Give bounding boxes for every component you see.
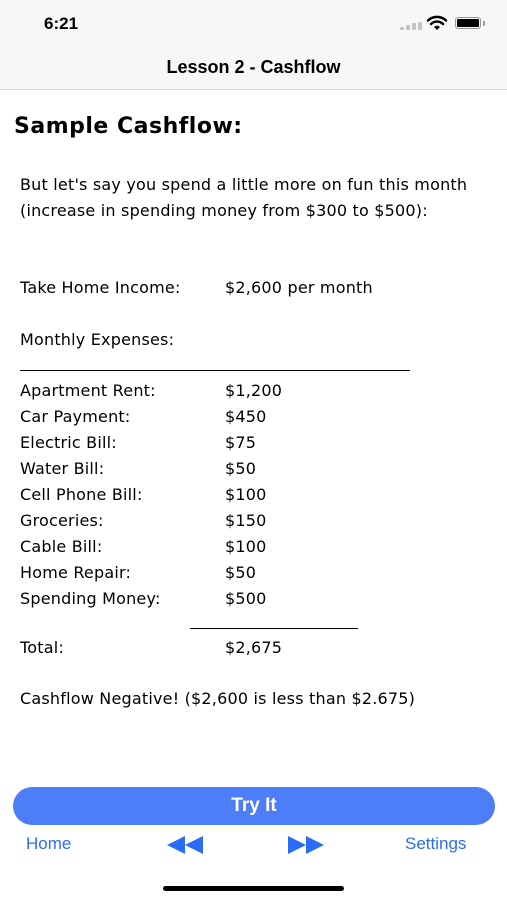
expense-label: Water Bill:: [20, 459, 105, 478]
expense-amount: $150: [225, 511, 267, 530]
home-indicator: [163, 886, 344, 891]
expense-amount: $50: [225, 563, 257, 582]
cashflow-note: Cashflow Negative! ($2,600 is less than $2.675): [20, 689, 416, 708]
income-value: $2,600 per month: [225, 278, 373, 297]
expense-label: Spending Money:: [20, 589, 161, 608]
total-value: $2,675: [225, 638, 283, 657]
battery-cap: [483, 21, 485, 26]
intro-paragraph: But let's say you spend a little more on fun this month (increase in spending money from $300 to $500):: [20, 175, 468, 220]
expense-amount: $100: [225, 537, 267, 556]
expense-label: Cell Phone Bill:: [20, 485, 143, 504]
total-label: Total:: [20, 638, 64, 657]
status-time: 6:21: [44, 14, 79, 33]
expense-label: Car Payment:: [20, 407, 131, 426]
expense-label: Electric Bill:: [20, 433, 117, 452]
settings-button[interactable]: Settings: [405, 834, 467, 853]
fast-forward-icon[interactable]: [286, 836, 324, 854]
expense-label: Groceries:: [20, 511, 104, 530]
cellular-signal-icon: [400, 22, 424, 30]
page-title: Lesson 2 - Cashflow: [166, 57, 341, 77]
navigation-bar: [0, 48, 507, 90]
home-button[interactable]: Home: [26, 834, 72, 853]
expense-amount: $100: [225, 485, 267, 504]
expense-label: Apartment Rent:: [20, 381, 156, 400]
status-bar: [0, 0, 507, 48]
income-label: Take Home Income:: [20, 278, 181, 297]
try-it-button[interactable]: Try It: [13, 787, 495, 825]
expense-amount: $50: [225, 459, 257, 478]
expenses-heading: Monthly Expenses:: [20, 330, 175, 349]
expense-amount: $1,200: [225, 381, 283, 400]
wifi-icon: [426, 15, 448, 31]
expense-label: Cable Bill:: [20, 537, 103, 556]
expense-amount: $450: [225, 407, 267, 426]
divider: [20, 370, 410, 371]
expense-amount: $75: [225, 433, 257, 452]
battery-icon: [455, 17, 481, 29]
lesson-content: [0, 90, 507, 780]
expense-amount: $500: [225, 589, 267, 608]
expense-label: Home Repair:: [20, 563, 132, 582]
section-heading: Sample Cashflow:: [14, 114, 243, 139]
rewind-icon[interactable]: [167, 836, 205, 854]
total-divider: [190, 628, 358, 629]
